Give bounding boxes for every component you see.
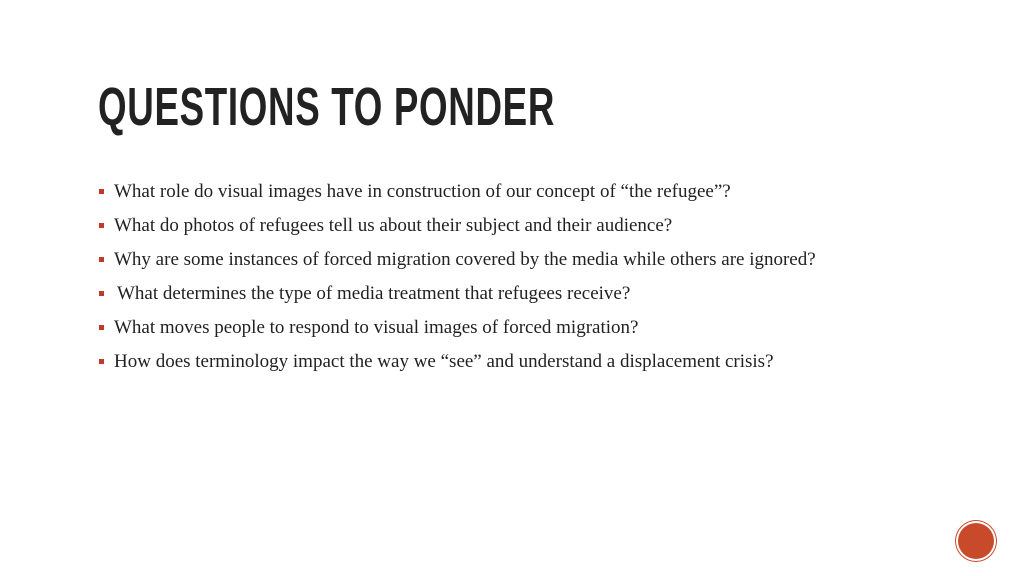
slide-title: QUESTIONS TO PONDER xyxy=(98,77,556,137)
bullet-item xyxy=(98,282,938,305)
square-bullet-icon xyxy=(99,291,104,296)
bullet-text: Why are some instances of forced migration covered by the media while others are ignored? xyxy=(114,249,816,270)
bullet-text: What moves people to respond to visual images of forced migration? xyxy=(114,317,639,338)
bullet-text: What determines the type of media treatment that refugees receive? xyxy=(117,283,631,304)
page-number-badge xyxy=(958,523,994,559)
bullet-list xyxy=(98,180,938,384)
square-bullet-icon xyxy=(99,189,104,194)
square-bullet-icon xyxy=(99,223,104,228)
bullet-text: How does terminology impact the way we “see” and understand a displacement crisis? xyxy=(114,351,774,372)
bullet-text: What do photos of refugees tell us about their subject and their audience? xyxy=(114,215,673,236)
bullet-text: What role do visual images have in construction of our concept of “the refugee”? xyxy=(114,181,731,202)
bullet-item xyxy=(98,180,938,203)
bullet-item xyxy=(98,316,938,339)
square-bullet-icon xyxy=(99,359,104,364)
bullet-item xyxy=(98,214,938,237)
bullet-item xyxy=(98,350,938,373)
square-bullet-icon xyxy=(99,257,104,262)
square-bullet-icon xyxy=(99,325,104,330)
bullet-item xyxy=(98,248,938,271)
